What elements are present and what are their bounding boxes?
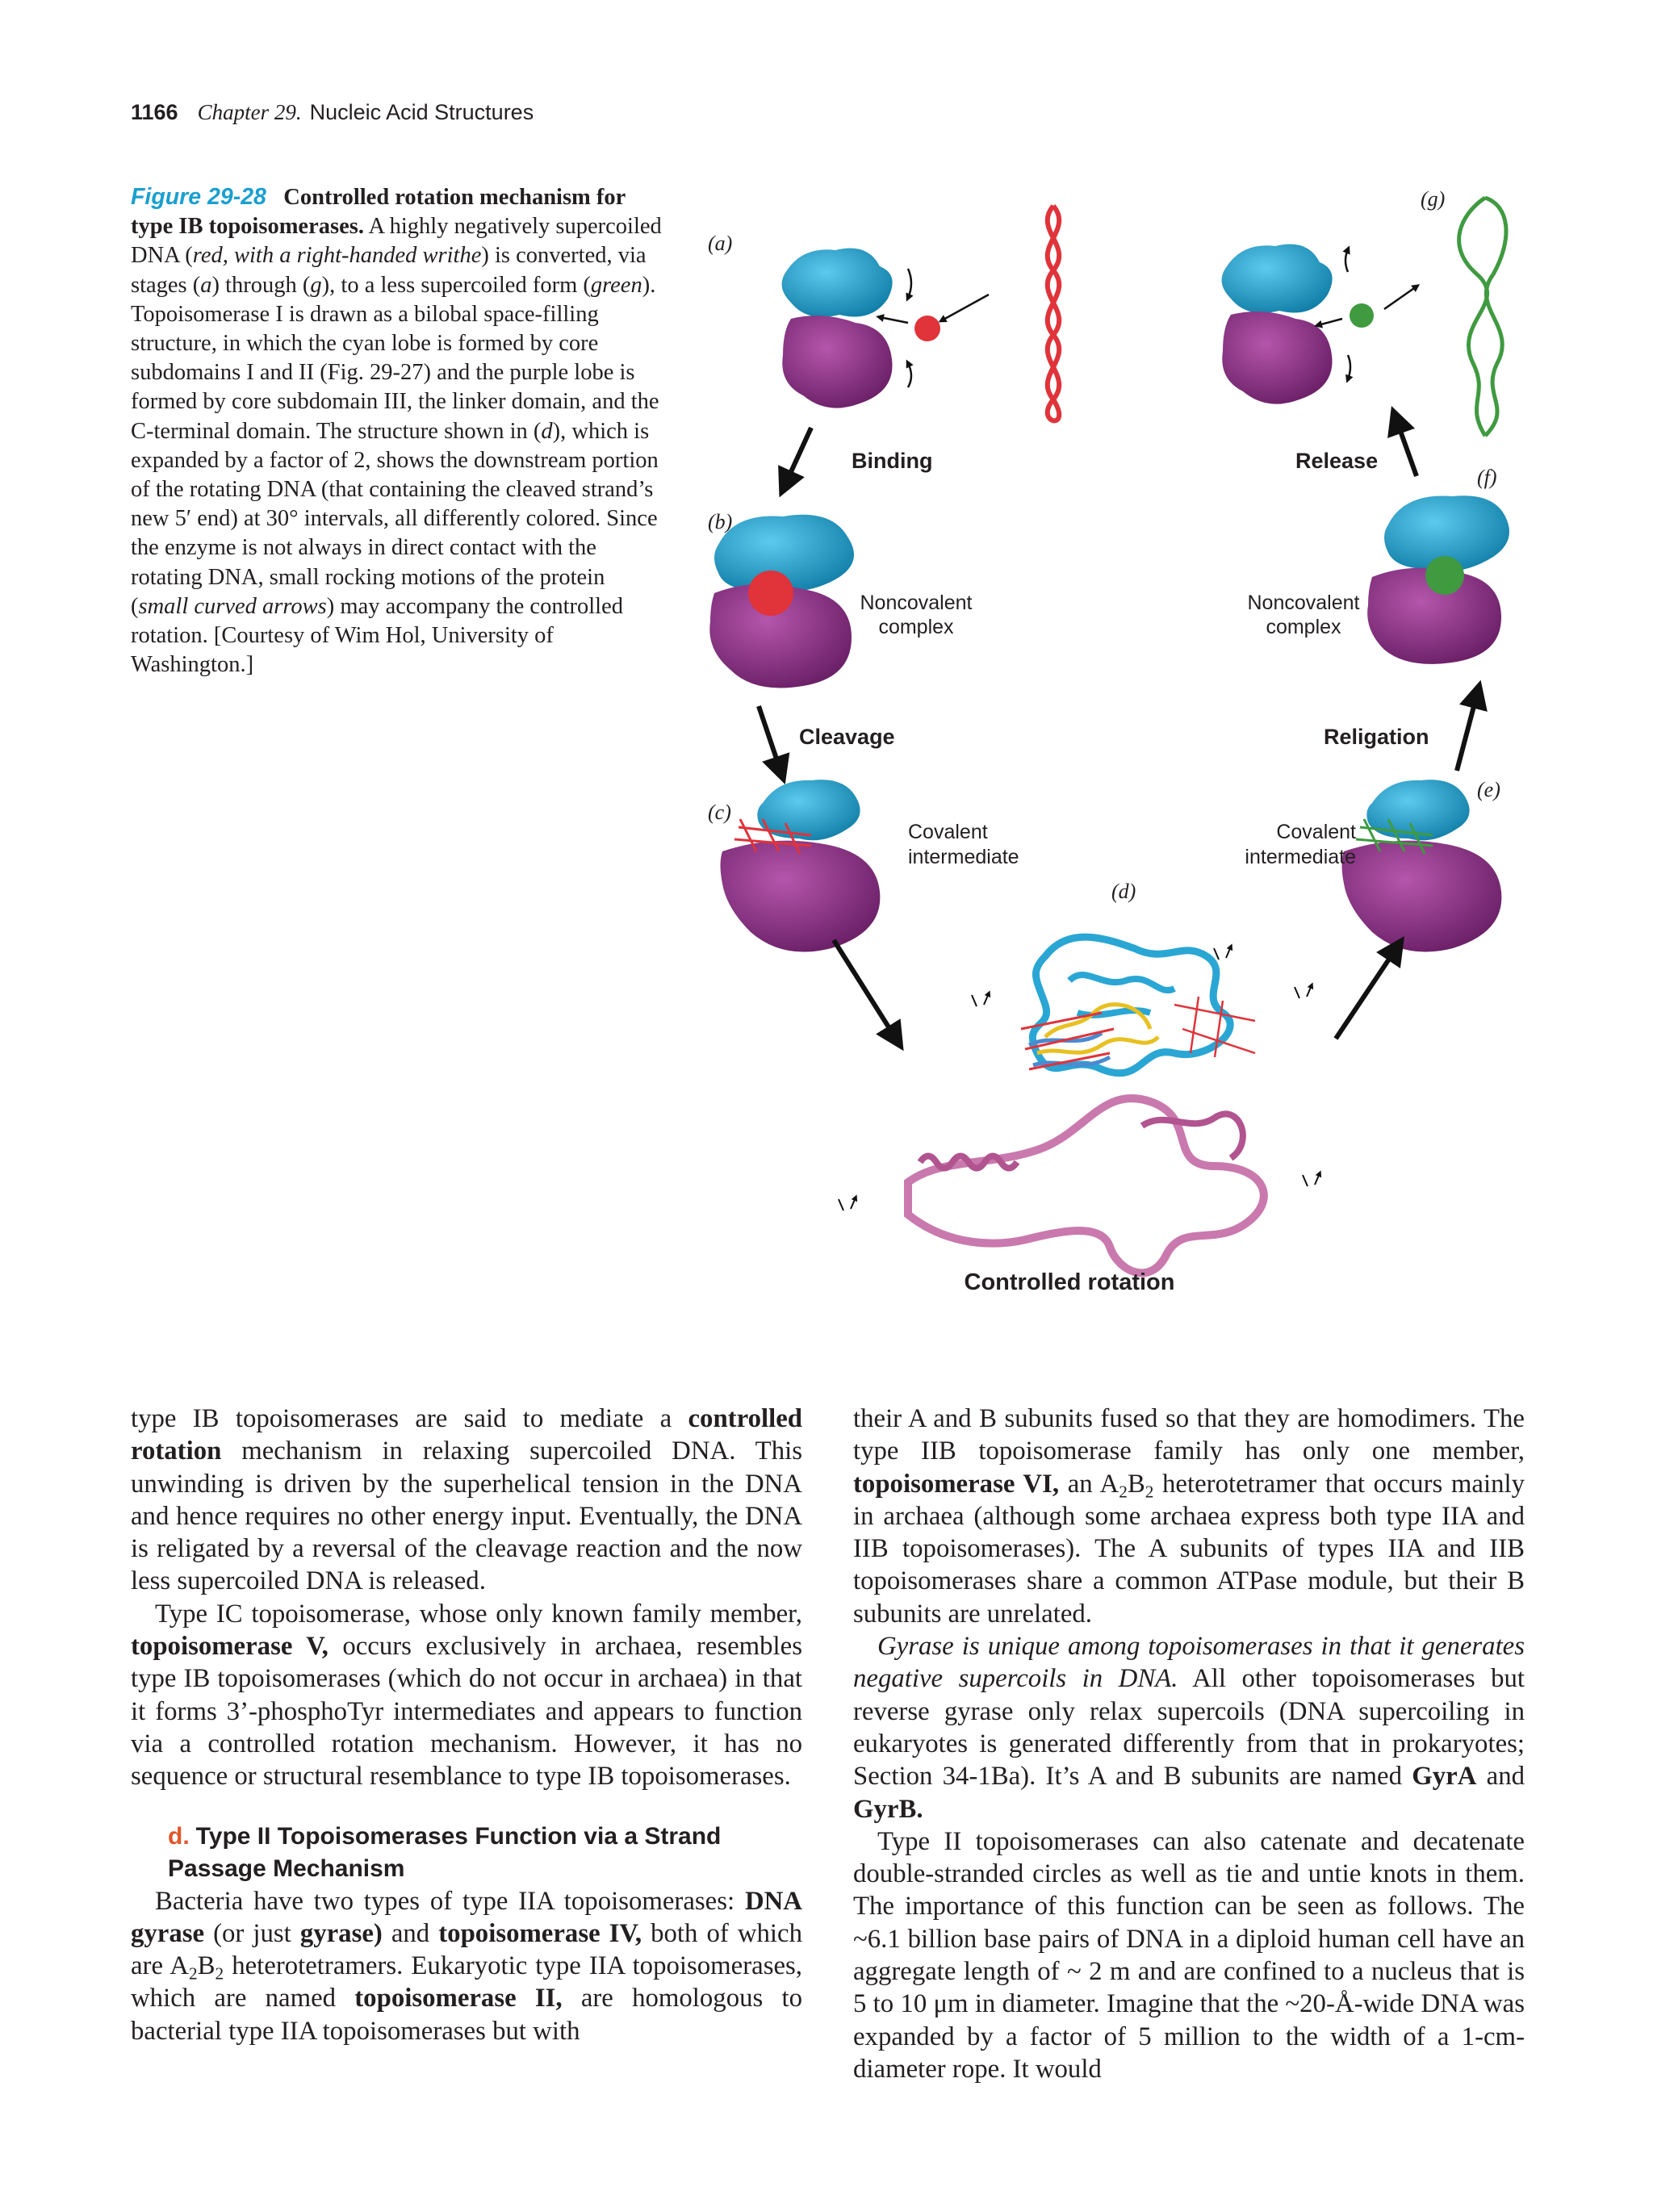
paragraph: type IB topoisomerases are said to mediate a controlled rotation mechanism in relaxing supercoiled DNA. This unwinding is driven by the superhelical tension in the DNA and hence requires no other energy input. Eventually, the DNA is religated by a reversal of the cleavage reaction and the now less supercoiled DNA is released. [131,1404,802,1596]
stage-label-g: (g) [1421,187,1446,211]
caption-text: ) through ( [211,272,311,298]
label-controlled-rotation: Controlled rotation [964,1269,1175,1295]
enzyme-e [1342,780,1502,951]
running-header [131,100,534,125]
label-covalent-left-2: intermediate [908,846,1019,868]
chapter-title: Nucleic Acid Structures [309,100,534,124]
caption-text: ) is converted, via stages ( [131,243,647,298]
stage-label-d: (d) [1111,880,1136,903]
paragraph: Bacteria have two types of type IIA topoisomerases: DNA gyrase (or just gyrase) and topoisomerase IV, both of which are $A_2B_2$ heterotetramers. Eukaryotic type IIA topoisomerases, which are named topoisomerase II, are homologous to bacterial type IIA topoisomerases but with [131,1886,802,2046]
dna-relaxed-g [1350,303,1374,328]
chapter-number: Chapter 29. [197,100,302,124]
caption-text: A highly negatively supercoiled DNA ( [131,214,662,269]
label-noncovalent-right-1: Noncovalent [1247,592,1360,614]
page-number: 1166 [131,100,178,124]
dna-bound-f [1425,556,1464,595]
label-religation: Religation [1324,725,1429,749]
paragraph: Type II topoisomerases can also catenate and decatenate double-stranded circles as well as tie and untie knots in them. The importance of this function can be seen as follows. The ~6.1 billion base pairs of DNA in a diploid human cell have an aggregate length of ~ 2 m and are confined to a nucleus that is 5 to 10 μm in diameter. Imagine that the ~20-Å-wide DNA was expanded by a factor of 5 million to the width of a 1-cm-diameter rope. It would [853,1826,1525,2084]
stage-label-e: (e) [1477,778,1500,801]
body-column-left [131,1403,802,2047]
enzyme-g [1222,245,1333,404]
enzyme-a [782,249,893,408]
body-column-right [853,1403,1525,2085]
section-letter: d. [168,1822,190,1850]
label-cleavage: Cleavage [799,725,895,749]
caption-italic: red, with a right-handed writhe [192,243,482,269]
figure-label: Figure 29-28 [131,184,266,210]
label-covalent-left-1: Covalent [908,821,988,843]
label-covalent-right-2: intermediate [1245,846,1356,868]
dna-supercoiled-a [914,316,940,341]
figure-illustration [690,182,1530,1311]
caption-text: ), to a less supercoiled form ( [321,272,591,298]
enzyme-b [709,515,854,688]
label-binding: Binding [852,449,933,473]
caption-italic: g [310,272,322,298]
enzyme-d-ribbon [908,937,1264,1273]
dna-bound-b [748,571,793,616]
label-release: Release [1295,449,1379,473]
caption-italic: small curved arrows [138,593,327,619]
enzyme-f [1367,496,1509,664]
paragraph: Type IC topoisomerase, whose only known family member, topoisomerase V, occurs exclusively in archaea, resembles type IB topoisomerases (which do not occur in archaea) in that it forms 3’-phosphoTyr intermediates and appears to function via a controlled rotation mechanism. However, it has no sequence or structural resemblance to type IB topoisomerases. [131,1599,802,1792]
figure-caption [131,182,663,679]
caption-italic: d [541,418,553,444]
caption-text: ) may accompany the controlled rotation. [Courtesy of Wim Hol, University of Washington.] [131,593,623,678]
relaxed-dna-green [1459,198,1488,436]
caption-title: Controlled rotation mechanism for type IB topoisomerases. [131,185,626,240]
paragraph: Gyrase is unique among topoisomerases in that it generates negative supercoils in DNA. All other topoisomerases but reverse gyrase only relax supercoils (DNA supercoiling in eukaryotes is generated differently from that in prokaryotes; Section 34-1Ba). It’s A and B subunits are named GyrA and GyrB. [853,1632,1525,1824]
label-noncovalent-right-2: complex [1266,616,1341,638]
stage-label-a: (a) [708,232,733,255]
label-covalent-right-1: Covalent [1276,821,1356,843]
paragraph: their A and B subunits fused so that they are homodimers. The type IIB topoisomerase family has only one member, topoisomerase VI, an $A_2B_2$ heterotetramer that occurs mainly in archaea (although some archaea express both type IIA and IIB topoisomerases). The A subunits of types IIA and IIB topoisomerases share a common ATPase module, but their B subunits are unrelated. [853,1404,1525,1629]
section-heading [168,1821,802,1885]
caption-text: ), which is expanded by a factor of 2, shows the downstream portion of the rotating DNA (that containing the cleaved strand’s new 5′ end) at 30° intervals, all differently colored. Since the enzyme is not always in direct contact with the rotating DNA, small rocking motions of the protein ( [131,418,659,619]
enzyme-c [721,780,881,951]
label-noncovalent-left-2: complex [878,616,954,638]
stage-label-f: (f) [1477,466,1497,489]
caption-italic: a [200,272,212,298]
stage-label-b: (b) [708,510,733,533]
caption-text: ). Topoisomerase I is drawn as a bilobal space-filling structure, in which the cyan lobe is formed by core subdomains I and II (Fig. 29-27) and the purple lobe is formed by core subdomain III, the linker domain, and the C-terminal domain. The structure shown in ( [131,272,659,444]
caption-italic: green [590,272,642,298]
stage-label-c: (c) [708,801,731,824]
label-noncovalent-left-1: Noncovalent [860,592,973,614]
section-title: Type II Topoisomerases Function via a Strand Passage Mechanism [168,1822,722,1882]
